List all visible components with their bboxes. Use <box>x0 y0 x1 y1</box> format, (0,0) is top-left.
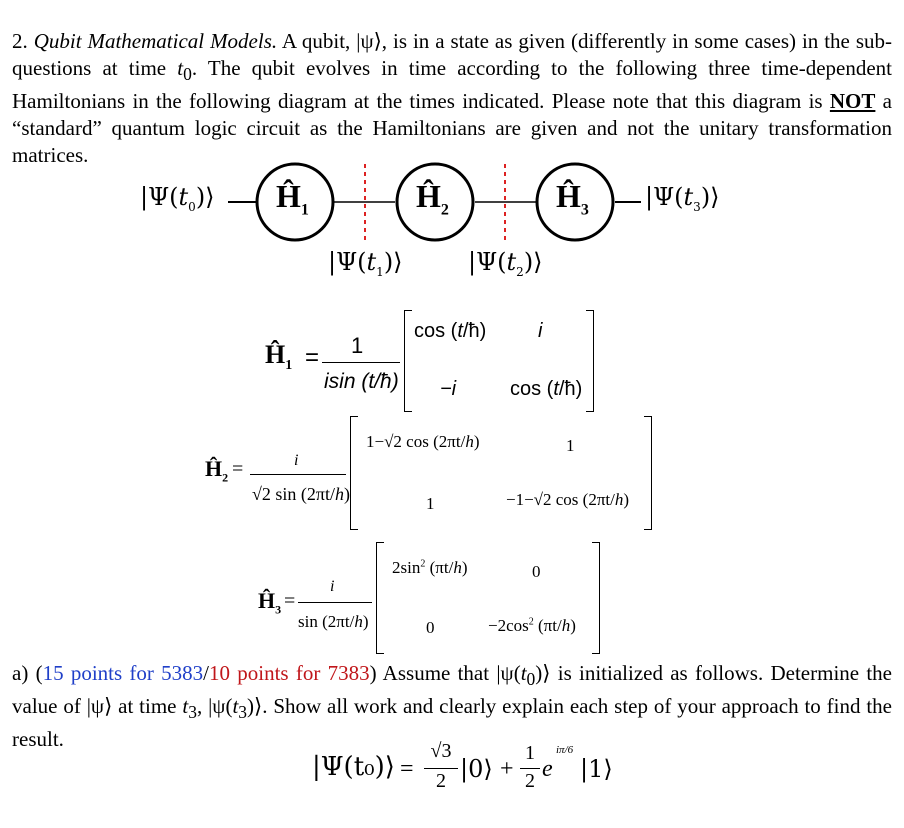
h2-m22: −1−√2 cos (2πt/h) <box>506 490 630 509</box>
part-a-t3-sub: 3 <box>188 702 197 723</box>
h3-equals: = <box>284 590 296 612</box>
part-a-t3: t <box>182 694 189 719</box>
h2-m21: 1 <box>426 494 435 513</box>
part-a-text-4: )⟩. Show all work and clearly explain each step of your approach to find the result. <box>12 694 893 752</box>
part-a-t3b: t <box>232 694 239 719</box>
problem-statement <box>12 28 892 169</box>
h3-m22: $-2\cos^2$ (πt/h) <box>488 616 576 635</box>
h1-bracket-left <box>404 310 412 412</box>
part-a-t0-sub: 0 <box>526 669 536 690</box>
part-a-text-2: )⟩ is initialized as follows. Determine the value of |ψ⟩ at time <box>12 661 893 719</box>
h1-m21: −i <box>440 378 457 400</box>
exp-e: e <box>542 756 553 782</box>
h3-lhs: $Ĥ_3$ <box>258 588 282 617</box>
ket-psi-t2: $|\Psi(t_2)⟩$ <box>468 248 543 279</box>
coef-0-num: √3 <box>430 740 452 762</box>
hamiltonian-diagram <box>0 160 904 290</box>
h3-m12: 0 <box>532 562 541 581</box>
t0-symbol: t <box>177 56 184 80</box>
points-7383: 10 points for 7383 <box>209 661 370 685</box>
h1-m12: i <box>538 320 543 342</box>
ket-psi-t3: $|\Psi(t_3)⟩$ <box>645 183 720 214</box>
points-5383: 15 points for 5383 <box>42 661 204 685</box>
intro-text-2: . The qubit evolves in time according to the following three time-dependent Hamiltonians in the following diagram at the times indicated. Please note that this diagram is <box>12 56 892 114</box>
h1-lhs: $Ĥ_1$ <box>265 340 293 374</box>
h2-bracket-right <box>644 416 652 530</box>
h3-m11: $2\sin^2$ (πt/h) <box>392 558 468 577</box>
h2-prefactor-num: i <box>294 452 299 469</box>
initial-state-equals: = <box>400 756 414 782</box>
ket-psi-t0: $|\Psi(t_0)⟩$ <box>140 183 215 214</box>
exp-power: iπ/6 <box>556 744 574 756</box>
h1-m22: cos (t/ħ) <box>510 378 583 400</box>
h1-m11: cos (t/ħ) <box>414 320 487 342</box>
coef-1-bar <box>520 768 540 769</box>
intro-text-3: a “standard” quantum logic circuit as the Hamiltonians are given and not the unitary transformation matrices. <box>12 89 892 168</box>
h1-bracket-right <box>586 310 594 412</box>
not-emphasis: NOT <box>829 89 876 114</box>
points-slash: / <box>203 661 209 685</box>
part-a-text-1: ) Assume that |ψ( <box>369 661 521 685</box>
initial-state-lhs: |Ψ(t₀)⟩ <box>312 752 395 782</box>
gate-h3-label: $Ĥ_3$ <box>556 178 589 219</box>
part-a-label: a) ( <box>12 661 43 685</box>
coef-1-num: 1 <box>525 742 535 764</box>
h2-prefactor-den: √2 sin (2πt/h) <box>252 484 350 504</box>
h3-bracket-right <box>592 542 600 654</box>
h3-prefactor-num: i <box>330 578 335 595</box>
coef-1-den: 2 <box>525 770 535 792</box>
gate-h1-label: $Ĥ_1$ <box>276 178 309 219</box>
h1-prefactor-bar <box>322 362 400 363</box>
h2-m11: 1−√2 cos (2πt/h) <box>366 432 480 451</box>
h2-equals: = <box>232 458 244 480</box>
coef-0-bar <box>424 768 458 769</box>
h2-lhs: $Ĥ_2$ <box>205 456 229 485</box>
problem-title: Qubit Mathematical Models. <box>33 29 278 53</box>
part-a-text-3: , |ψ( <box>196 694 233 719</box>
h3-m21: 0 <box>426 618 435 637</box>
h3-prefactor-den: sin (2πt/h) <box>298 612 369 631</box>
plus-sign: + <box>500 756 514 782</box>
part-a-t0: t <box>520 661 527 685</box>
gate-h2-label: $Ĥ_2$ <box>416 178 449 219</box>
h3-prefactor-bar <box>298 602 372 603</box>
problem-number: 2. <box>12 29 28 53</box>
h1-prefactor-num: 1 <box>351 333 364 358</box>
t0-subscript: 0 <box>183 64 192 85</box>
coef-0-den: 2 <box>436 770 446 792</box>
h1-prefactor-den: isin (t/ħ) <box>324 370 399 393</box>
ket-zero: |0⟩ <box>460 755 493 783</box>
h1-equals: = <box>305 344 320 371</box>
h2-m12: 1 <box>566 436 575 455</box>
ket-psi-t1: $|\Psi(t_1)⟩$ <box>328 248 403 279</box>
h2-bracket-left <box>350 416 358 530</box>
h2-prefactor-bar <box>250 474 346 475</box>
part-a-t3b-sub: 3 <box>238 702 248 723</box>
ket-one: |1⟩ <box>580 755 613 783</box>
intro-text-1: A qubit, |ψ⟩, is in a state as given (differently in some cases) in the sub-questions at time <box>12 29 892 80</box>
h3-bracket-left <box>376 542 384 654</box>
